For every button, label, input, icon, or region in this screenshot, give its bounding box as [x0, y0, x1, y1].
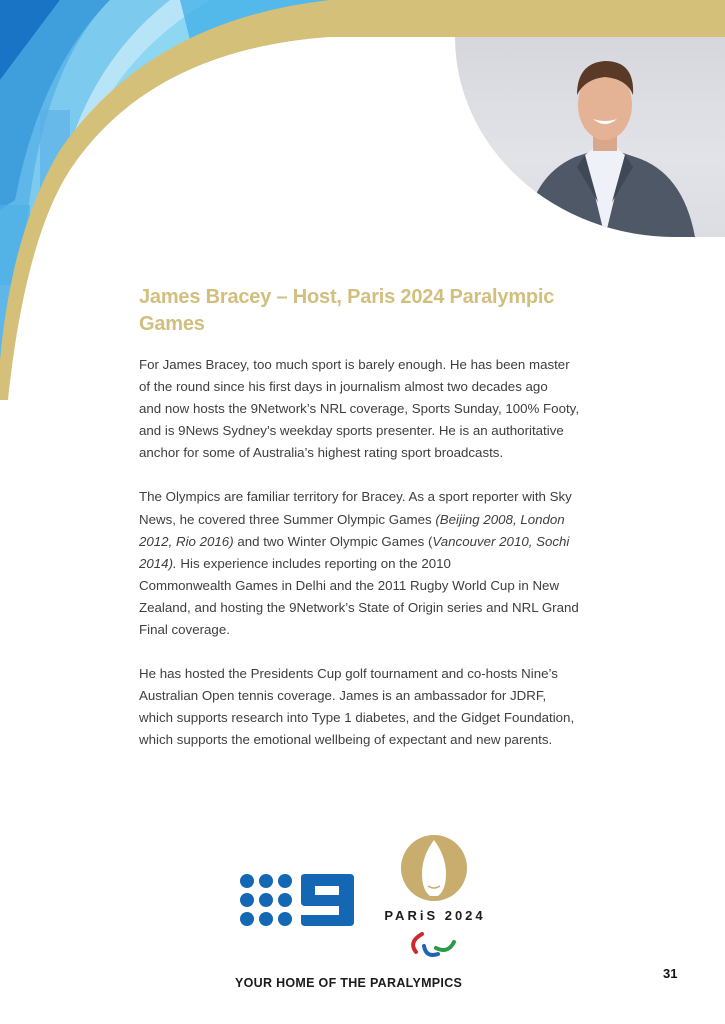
- text-line: which supports research into Type 1 diabetes, and the Gidget Foundation,: [139, 710, 575, 726]
- host-photo: [455, 37, 725, 237]
- paris-2024-wordmark: PARiS 2024: [384, 908, 486, 923]
- text-line: Australian Open tennis coverage. James is an ambassador for JDRF,: [139, 688, 547, 704]
- text-line: He has hosted the Presidents Cup golf tournament and co-hosts Nine’s: [139, 666, 558, 682]
- paragraph-1: [139, 354, 611, 464]
- text-span: His experience includes reporting on the 2010: [176, 555, 451, 571]
- italic-span: (Beijing 2008, London: [435, 511, 565, 527]
- text-span: News, he covered three Summer Olympic Games: [139, 511, 436, 527]
- paragraph-2: [139, 486, 611, 641]
- text-line: Final coverage.: [139, 622, 230, 638]
- text-line: and now hosts the 9Network’s NRL coverage, Sports Sunday, 100% Footy,: [139, 401, 580, 417]
- page-number: 31: [663, 966, 678, 981]
- article-body: [139, 354, 611, 774]
- text-line: and is 9News Sydney’s weekday sports presenter. He is an authoritative: [139, 423, 564, 439]
- text-line: For James Bracey, too much sport is barely enough. He has been master: [139, 357, 570, 372]
- text-line: of the round since his first days in journalism almost two decades ago: [139, 379, 548, 395]
- text-line: [139, 509, 611, 531]
- text-line: [139, 553, 611, 575]
- text-line: [139, 531, 611, 553]
- text-line: The Olympics are familiar territory for Bracey. As a sport reporter with Sky: [139, 489, 572, 505]
- footer-tagline: YOUR HOME OF THE PARALYMPICS: [235, 976, 463, 990]
- italic-span: 2012, Rio 2016): [139, 533, 234, 549]
- italic-span: 2014).: [139, 555, 177, 571]
- text-line: Zealand, and hosting the 9Network’s State of Origin series and NRL Grand: [139, 599, 579, 615]
- title-line-2: Games: [139, 313, 205, 335]
- portrait-illustration: [455, 37, 725, 237]
- title-line-1: James Bracey – Host, Paris 2024 Paralympic: [139, 286, 555, 308]
- italic-span: Vancouver 2010, Sochi: [432, 533, 570, 549]
- nine-network-logo-icon: [239, 873, 355, 927]
- article-title: [139, 284, 609, 338]
- text-line: anchor for some of Australia’s highest rating sport broadcasts.: [139, 445, 504, 461]
- text-line: Commonwealth Games in Delhi and the 2011 Rugby World Cup in New: [139, 577, 560, 593]
- text-line: which supports the emotional wellbeing of expectant and new parents.: [139, 732, 553, 748]
- text-span: and two Winter Olympic Games (: [233, 533, 433, 549]
- paragraph-3: [139, 663, 611, 751]
- paris-2024-paralympics-logo-icon: [378, 834, 490, 964]
